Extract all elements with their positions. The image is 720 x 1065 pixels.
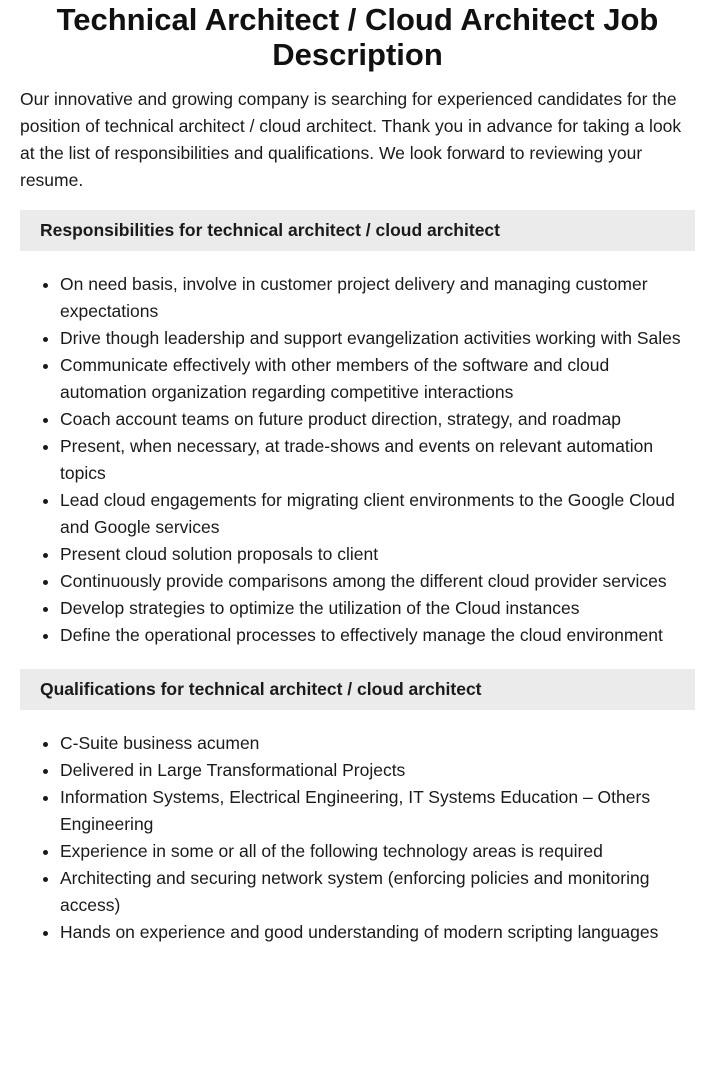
intro-paragraph: Our innovative and growing company is searching for experienced candidates for the position of technical architect / cloud architect. Thank you in advance for taking a look at the list of responsibilities and qualifications. We look forward to reviewing your resume. xyxy=(20,89,682,190)
list-item: • Coach account teams on future product direction, strategy, and roadmap xyxy=(60,406,695,433)
qualifications-list xyxy=(20,730,695,946)
list-item: • On need basis, involve in customer project delivery and managing customer expectations xyxy=(60,271,695,325)
list-item: • Define the operational processes to effectively manage the cloud environment xyxy=(60,622,695,649)
list-item: • Information Systems, Electrical Engineering, IT Systems Education – Others Engineering xyxy=(60,784,695,838)
list-item: • Develop strategies to optimize the utilization of the Cloud instances xyxy=(60,595,695,622)
qualifications-heading: Qualifications for technical architect / cloud architect xyxy=(20,669,695,710)
list-item: • Delivered in Large Transformational Projects xyxy=(60,757,695,784)
list-item: • Continuously provide comparisons among the different cloud provider services xyxy=(60,568,695,595)
responsibilities-list xyxy=(20,271,695,649)
list-item: • Lead cloud engagements for migrating client environments to the Google Cloud and Google services xyxy=(60,487,695,541)
list-item: • Present cloud solution proposals to client xyxy=(60,541,695,568)
list-item: • Communicate effectively with other members of the software and cloud automation organization regarding competitive interactions xyxy=(60,352,695,406)
list-item: • Architecting and securing network system (enforcing policies and monitoring access) xyxy=(60,865,695,919)
list-item: • Drive though leadership and support evangelization activities working with Sales xyxy=(60,325,695,352)
list-item: • Experience in some or all of the following technology areas is required xyxy=(60,838,695,865)
list-item: • C-Suite business acumen xyxy=(60,730,695,757)
list-item: • Hands on experience and good understanding of modern scripting languages xyxy=(60,919,695,946)
responsibilities-heading: Responsibilities for technical architect / cloud architect xyxy=(20,210,695,251)
list-item: • Present, when necessary, at trade-shows and events on relevant automation topics xyxy=(60,433,695,487)
page-title: Technical Architect / Cloud Architect Job Description xyxy=(56,2,659,72)
